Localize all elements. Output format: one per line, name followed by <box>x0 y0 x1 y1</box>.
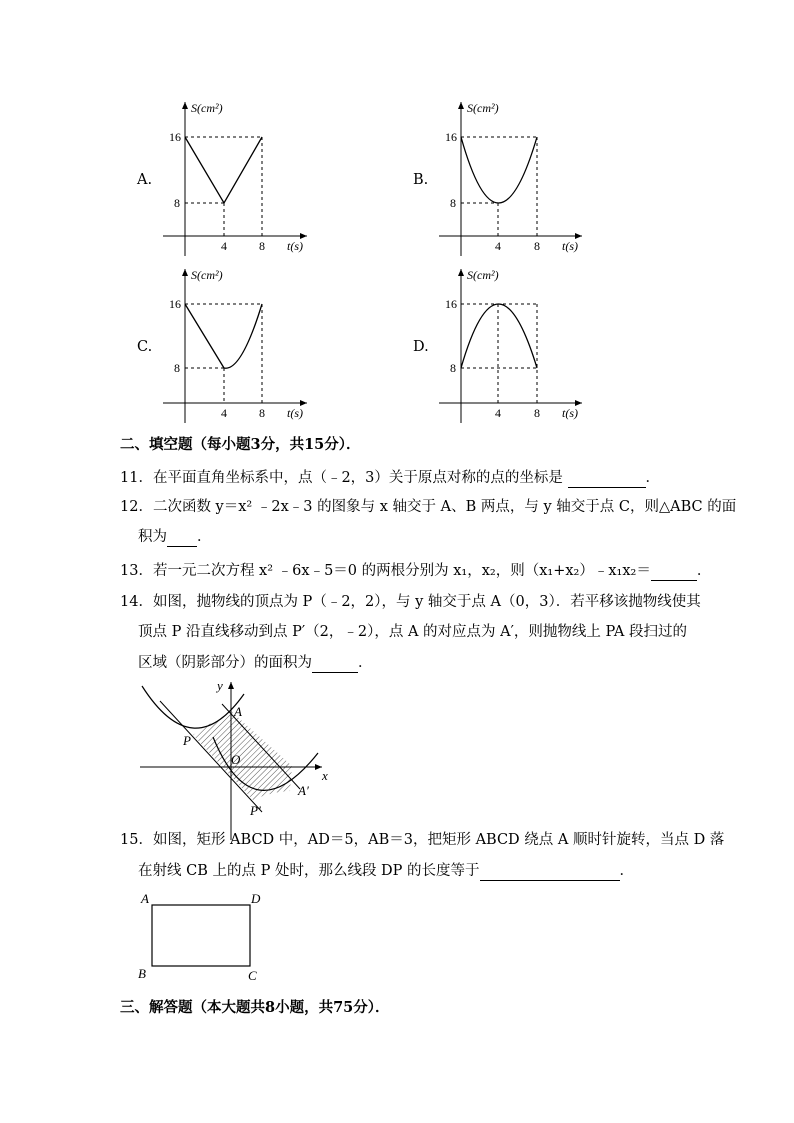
question-15-cont: 在射线 CB 上的点 P 处时，那么线段 DP 的长度等于 ． <box>138 863 635 879</box>
question-14-cont1: 顶点 P 沿直线移动到点 P′（2，﹣2），点 A 的对应点为 A′，则抛物线上 PA 段扫过的 <box>138 624 688 640</box>
section-2-title: 二、填空题（每小题3分，共15分）． <box>120 436 361 453</box>
tick-label-8: 8 <box>174 196 180 210</box>
tick-label-x4: 4 <box>495 239 501 253</box>
option-d-label: D. <box>413 339 429 355</box>
y-axis-label: S(cm²) <box>467 101 499 115</box>
tick-label-x8: 8 <box>534 406 540 420</box>
y-axis-label: S(cm²) <box>467 268 499 282</box>
section-3-title: 三、解答题（本大题共8小题，共75分）． <box>120 999 390 1016</box>
fig15-label-d: D <box>251 891 261 906</box>
tick-label-x8: 8 <box>259 406 265 420</box>
tick-label-16: 16 <box>169 130 181 144</box>
tick-label-8: 8 <box>174 361 180 375</box>
fig14-label-o: O <box>231 752 241 767</box>
fig14-label-y: y <box>217 678 223 693</box>
question-14: 14．如图，抛物线的顶点为 P（﹣2，2），与 y 轴交于点 A（0，3）．若平移该抛物线使其 <box>120 594 701 610</box>
x-axis-label: t(s) <box>287 239 303 253</box>
tick-label-8: 8 <box>450 361 456 375</box>
option-a-label: A. <box>137 172 153 188</box>
tick-label-16: 16 <box>169 297 181 311</box>
tick-label-x8: 8 <box>259 239 265 253</box>
y-axis-label: S(cm²) <box>191 101 223 115</box>
tick-label-x4: 4 <box>221 406 227 420</box>
tick-label-16: 16 <box>445 297 457 311</box>
y-axis-label: S(cm²) <box>191 268 223 282</box>
rectangle-abcd <box>152 905 250 966</box>
question-14-cont2: 区域（阴影部分）的面积为 ． <box>138 655 373 671</box>
fig15-label-b: B <box>138 966 146 981</box>
x-axis-label: t(s) <box>287 406 303 420</box>
fig14-label-p: P <box>183 733 191 748</box>
fig14-label-x: x <box>322 768 328 783</box>
tick-label-16: 16 <box>445 130 457 144</box>
question-13: 13．若一元二次方程 x² ﹣6x﹣5＝0 的两根分别为 x₁，x₂，则（x₁+x₂）﹣x₁x₂＝ ． <box>120 563 712 579</box>
tick-label-x4: 4 <box>221 239 227 253</box>
fig14-label-aprime: A′ <box>298 783 309 798</box>
tick-label-x4: 4 <box>495 406 501 420</box>
option-b-label: B. <box>413 172 429 188</box>
question-12: 12．二次函数 y＝x² ﹣2x﹣3 的图象与 x 轴交于 A、B 两点，与 y 轴交于点 C，则△ABC 的面 <box>120 499 737 515</box>
x-axis-label: t(s) <box>562 239 578 253</box>
fig15-label-c: C <box>248 968 257 983</box>
x-axis-label: t(s) <box>562 406 578 420</box>
fig14-label-pprime: P′ <box>250 803 261 818</box>
question-15: 15．如图，矩形 ABCD 中，AD＝5，AB＝3，把矩形 ABCD 绕点 A 顺时针旋转，当点 D 落 <box>120 832 725 848</box>
tick-label-8: 8 <box>450 196 456 210</box>
option-c-label: C. <box>137 339 153 355</box>
question-12-cont: 积为 ． <box>138 529 212 545</box>
fig14-label-a: A <box>234 704 242 719</box>
tick-label-x8: 8 <box>534 239 540 253</box>
question-11: 11．在平面直角坐标系中，点（﹣2，3）关于原点对称的点的坐标是 ． <box>120 470 661 486</box>
fig15-label-a: A <box>141 891 149 906</box>
